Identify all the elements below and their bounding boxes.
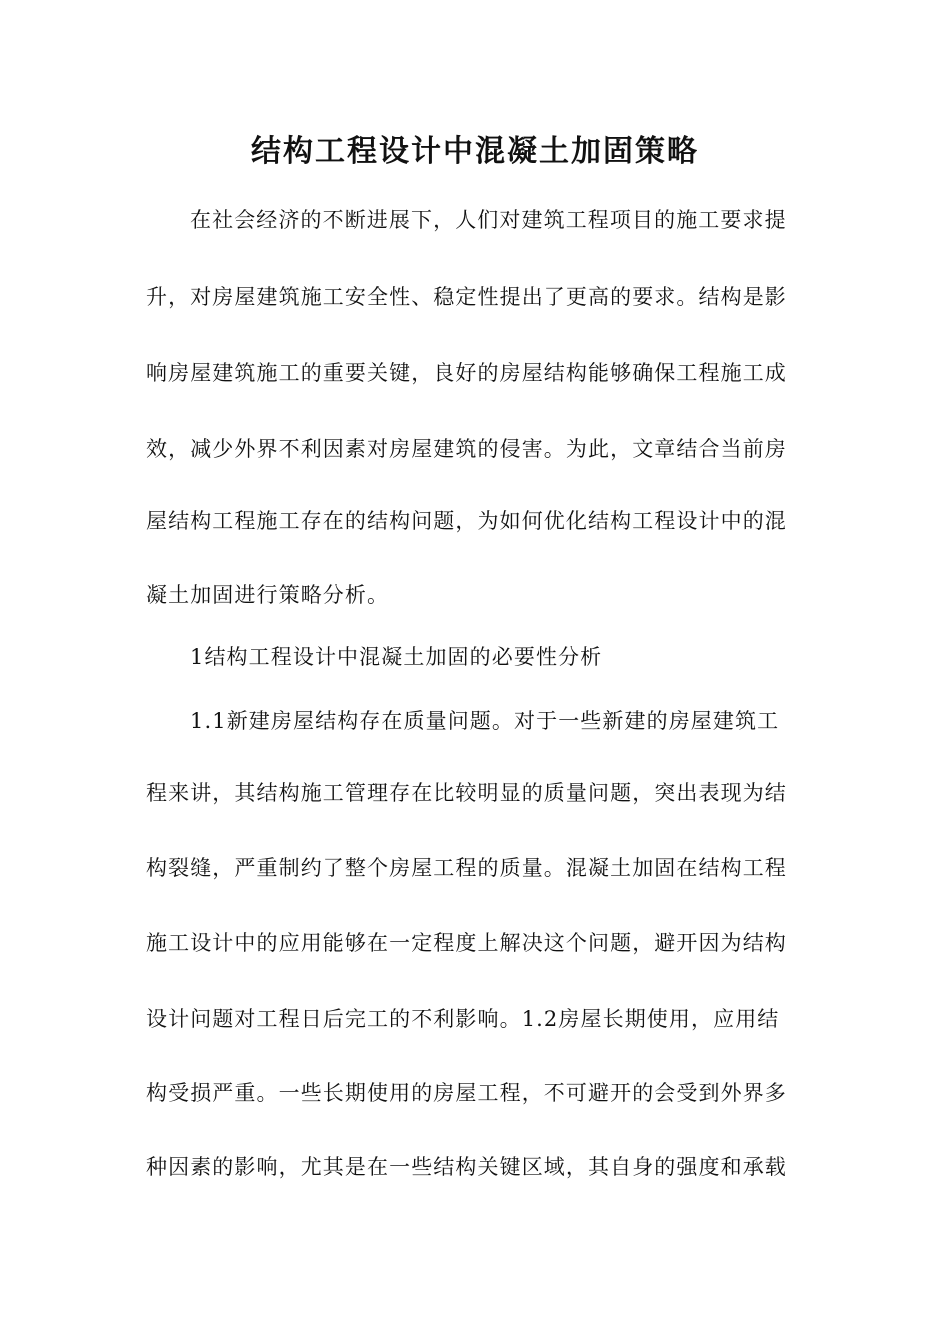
paragraph-line: 在社会经济的不断进展下，人们对建筑工程项目的施工要求提	[190, 208, 787, 232]
section-heading: 1结构工程设计中混凝土加固的必要性分析	[190, 645, 603, 669]
paragraph-line: 屋结构工程施工存在的结构问题，为如何优化结构工程设计中的混	[146, 509, 787, 533]
paragraph-line: 升，对房屋建筑施工安全性、稳定性提出了更高的要求。结构是影	[146, 285, 787, 309]
paragraph-line: 响房屋建筑施工的重要关键，良好的房屋结构能够确保工程施工成	[146, 361, 787, 385]
paragraph-line: 种因素的影响，尤其是在一些结构关键区域，其自身的强度和承载	[146, 1155, 787, 1179]
paragraph-line: 凝土加固进行策略分析。	[146, 583, 390, 607]
paragraph-line: 构受损严重。一些长期使用的房屋工程，不可避开的会受到外界多	[146, 1081, 787, 1105]
paragraph-line: 构裂缝，严重制约了整个房屋工程的质量。混凝土加固在结构工程	[146, 856, 787, 880]
paragraph-line: 设计问题对工程日后完工的不利影响。1.2房屋长期使用，应用结	[146, 1007, 780, 1031]
paragraph-line: 施工设计中的应用能够在一定程度上解决这个问题，避开因为结构	[146, 931, 787, 955]
paragraph-line: 效，减少外界不利因素对房屋建筑的侵害。为此，文章结合当前房	[146, 437, 787, 461]
document-title: 结构工程设计中混凝土加固策略	[251, 134, 699, 169]
paragraph-line: 1.1新建房屋结构存在质量问题。对于一些新建的房屋建筑工	[190, 709, 780, 733]
paragraph-line: 程来讲，其结构施工管理存在比较明显的质量问题，突出表现为结	[146, 781, 787, 805]
